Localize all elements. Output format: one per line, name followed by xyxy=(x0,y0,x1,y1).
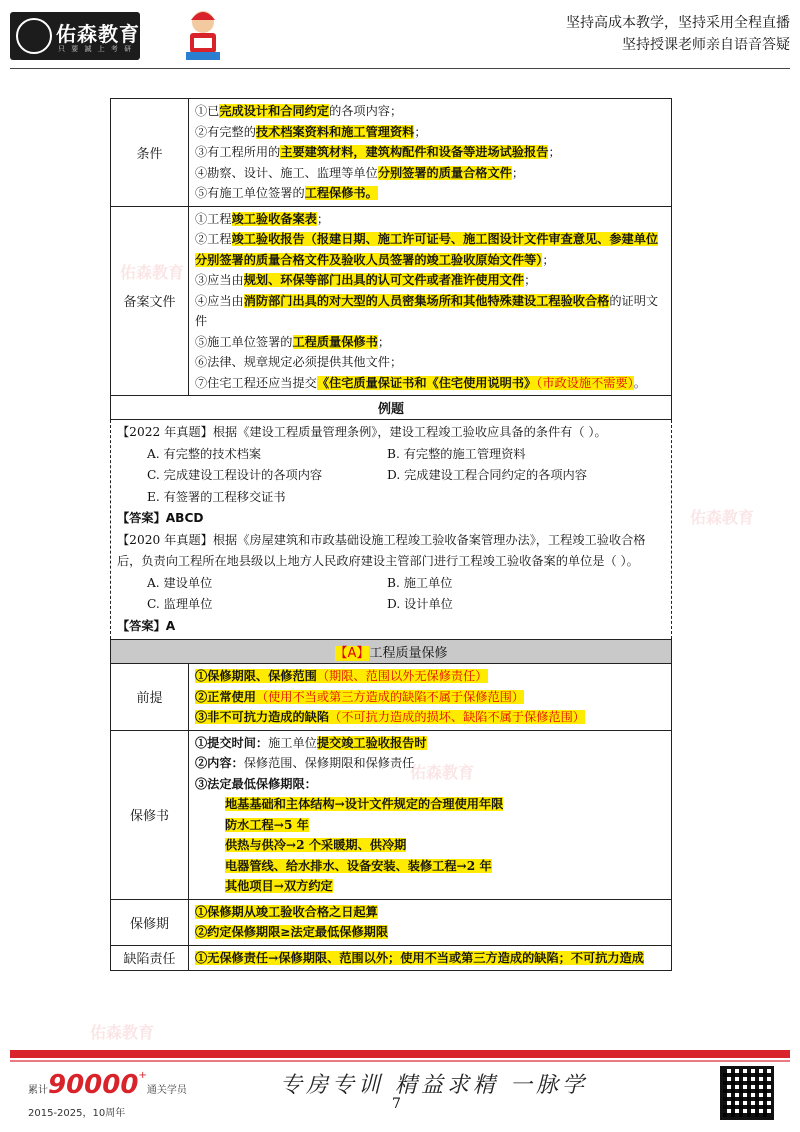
book-row xyxy=(111,730,672,899)
logo-mark-icon xyxy=(16,18,52,54)
example-title-row xyxy=(111,396,672,420)
filing-item: ⑤施工单位签署的工程质量保修书； xyxy=(195,334,390,349)
footer-bar-thin xyxy=(10,1060,790,1062)
header-divider xyxy=(10,68,790,69)
mascot-icon xyxy=(180,6,226,64)
premise-label: 前提 xyxy=(111,664,189,731)
logo-subtext: 只 要 誠 上 考 研 xyxy=(58,45,134,53)
premise-row xyxy=(111,664,672,731)
book-item: ②内容：保修范围、保修期限和保修责任 xyxy=(195,756,415,770)
filing-row xyxy=(111,206,672,396)
option: A. 建设单位 xyxy=(147,575,213,590)
student-stats: 累计90000+通关学员 2015-2025，10周年 xyxy=(28,1070,187,1119)
watermark: 佑森教育 xyxy=(120,263,185,282)
filing-item: ②工程竣工验收报告（报建日期、施工许可证号、施工图设计文件审查意见、参建单位分别签署的质量合格文件及验收人员签署的竣工验收原始文件等）； xyxy=(195,232,659,267)
period-item: 电器管线、给水排水、设备安装、装修工程→2 年 xyxy=(225,858,492,873)
conditions-content xyxy=(189,99,672,207)
period-label: 保修期 xyxy=(111,899,189,945)
question-1-answer: 【答案】ABCD xyxy=(117,511,204,525)
book-label: 保修书 xyxy=(111,730,189,899)
slogan-line-2: 坚持授课老师亲自语音答疑 xyxy=(622,37,790,53)
period-item: 防水工程→5 年 xyxy=(225,817,309,832)
filing-item: ①工程竣工验收备案表； xyxy=(195,211,330,226)
example-row xyxy=(111,420,672,640)
premise-item: ①保修期限、保修范围（期限、范围以外无保修责任） xyxy=(195,669,488,683)
section-title: 工程质量保修 xyxy=(369,646,448,661)
question-2: 【2020 年真题】根据《房屋建筑和市政基础设施工程竣工验收备案管理办法》，工程竣工验收合格后，负责向工程所在地县级以上地方人民政府建设主管部门进行工程竣工验收备案的单位是（ ）。 xyxy=(117,532,646,568)
condition-item: ⑤有施工单位签署的工程保修书。 xyxy=(195,186,378,200)
watermark: 佑森教育 xyxy=(690,508,755,527)
watermark: 佑森教育 xyxy=(90,1023,155,1042)
defect-label: 缺陷责任 xyxy=(111,945,189,971)
option: E. 有签署的工程移交证书 xyxy=(147,489,286,504)
content-table xyxy=(110,98,672,971)
page-header xyxy=(0,0,800,70)
premise-item: ②正常使用（使用不当或第三方造成的缺陷不属于保修范围） xyxy=(195,689,525,704)
footer-bar xyxy=(10,1050,790,1058)
premise-content xyxy=(189,664,672,731)
filing-item: ⑦住宅工程还应当提交《住宅质量保证书和《住宅使用说明书》（市政设施不需要）。 xyxy=(195,375,646,390)
question-1: 【2022 年真题】根据《建设工程质量管理条例》，建设工程竣工验收应具备的条件有（ ）。 xyxy=(117,425,607,439)
option: A. 有完整的技术档案 xyxy=(147,446,262,461)
question-1-options xyxy=(117,444,665,509)
warranty-title-row xyxy=(111,640,672,664)
slogan-line-1: 坚持高成本教学，坚持采用全程直播 xyxy=(566,15,790,31)
filing-label: 备案文件 xyxy=(111,206,189,396)
example-title: 例题 xyxy=(111,396,672,420)
signature-motto: 专房专训 精益求精 一脉学 xyxy=(280,1073,588,1098)
section-tag: 【A】 xyxy=(334,646,370,661)
option: C. 监理单位 xyxy=(147,597,213,611)
qr-code-icon xyxy=(720,1066,774,1120)
condition-item: ②有完整的技术档案资料和施工管理资料； xyxy=(195,124,427,139)
period-row xyxy=(111,899,672,945)
period-rule: ②约定保修期限≥法定最低保修期限 xyxy=(195,925,389,939)
period-rule: ①保修期从竣工验收合格之日起算 xyxy=(195,904,378,919)
option: D. 完成建设工程合同约定的各项内容 xyxy=(387,468,587,482)
condition-item: ④勘察、设计、施工、监理等单位分别签署的质量合格文件； xyxy=(195,165,525,180)
filing-item: ⑥法律、规章规定必须提供其他文件； xyxy=(195,355,403,369)
period-content xyxy=(189,899,672,945)
logo-text: 佑森教育 xyxy=(56,22,140,46)
filing-item: ④应当由消防部门出具的对大型的人员密集场所和其他特殊建设工程验收合格的证明文件 xyxy=(195,293,659,328)
option: D. 设计单位 xyxy=(387,597,453,611)
defect-row xyxy=(111,945,672,971)
book-item: ①提交时间：施工单位提交竣工验收报告时 xyxy=(195,735,427,750)
period-item: 地基基础和主体结构→设计文件规定的合理使用年限 xyxy=(225,797,504,811)
filing-content xyxy=(189,206,672,396)
book-item: ③法定最低保修期限： xyxy=(195,776,317,791)
option: B. 施工单位 xyxy=(387,575,453,590)
warranty-section-title xyxy=(111,640,672,664)
brand-logo xyxy=(10,12,140,60)
slogan xyxy=(566,12,790,56)
conditions-label: 条件 xyxy=(111,99,189,207)
example-box xyxy=(111,420,672,640)
period-item: 供热与供冷→2 个采暖期、供冷期 xyxy=(225,838,407,852)
conditions-row xyxy=(111,99,672,207)
premise-item: ③非不可抗力造成的缺陷（不可抗力造成的损坏、缺陷不属于保修范围） xyxy=(195,710,585,724)
question-2-answer: 【答案】A xyxy=(117,618,176,633)
book-content xyxy=(189,730,672,899)
condition-item: ③有工程所用的主要建筑材料，建筑构配件和设备等进场试验报告； xyxy=(195,145,561,159)
period-item: 其他项目→双方约定 xyxy=(225,879,333,893)
filing-item: ③应当由规划、环保等部门出具的认可文件或者准许使用文件； xyxy=(195,273,537,287)
watermark: 佑森教育 xyxy=(410,763,475,782)
defect-content: ①无保修责任→保修期限、范围以外；使用不当或第三方造成的缺陷；不可抗力造成 xyxy=(189,945,672,971)
option: B. 有完整的施工管理资料 xyxy=(387,446,526,461)
page-number: 7 xyxy=(392,1096,401,1112)
condition-item: ①已完成设计和合同约定的各项内容； xyxy=(195,104,403,118)
option: C. 完成建设工程设计的各项内容 xyxy=(147,468,323,482)
years-text: 2015-2025，10周年 xyxy=(28,1108,126,1119)
question-2-options xyxy=(117,573,665,616)
